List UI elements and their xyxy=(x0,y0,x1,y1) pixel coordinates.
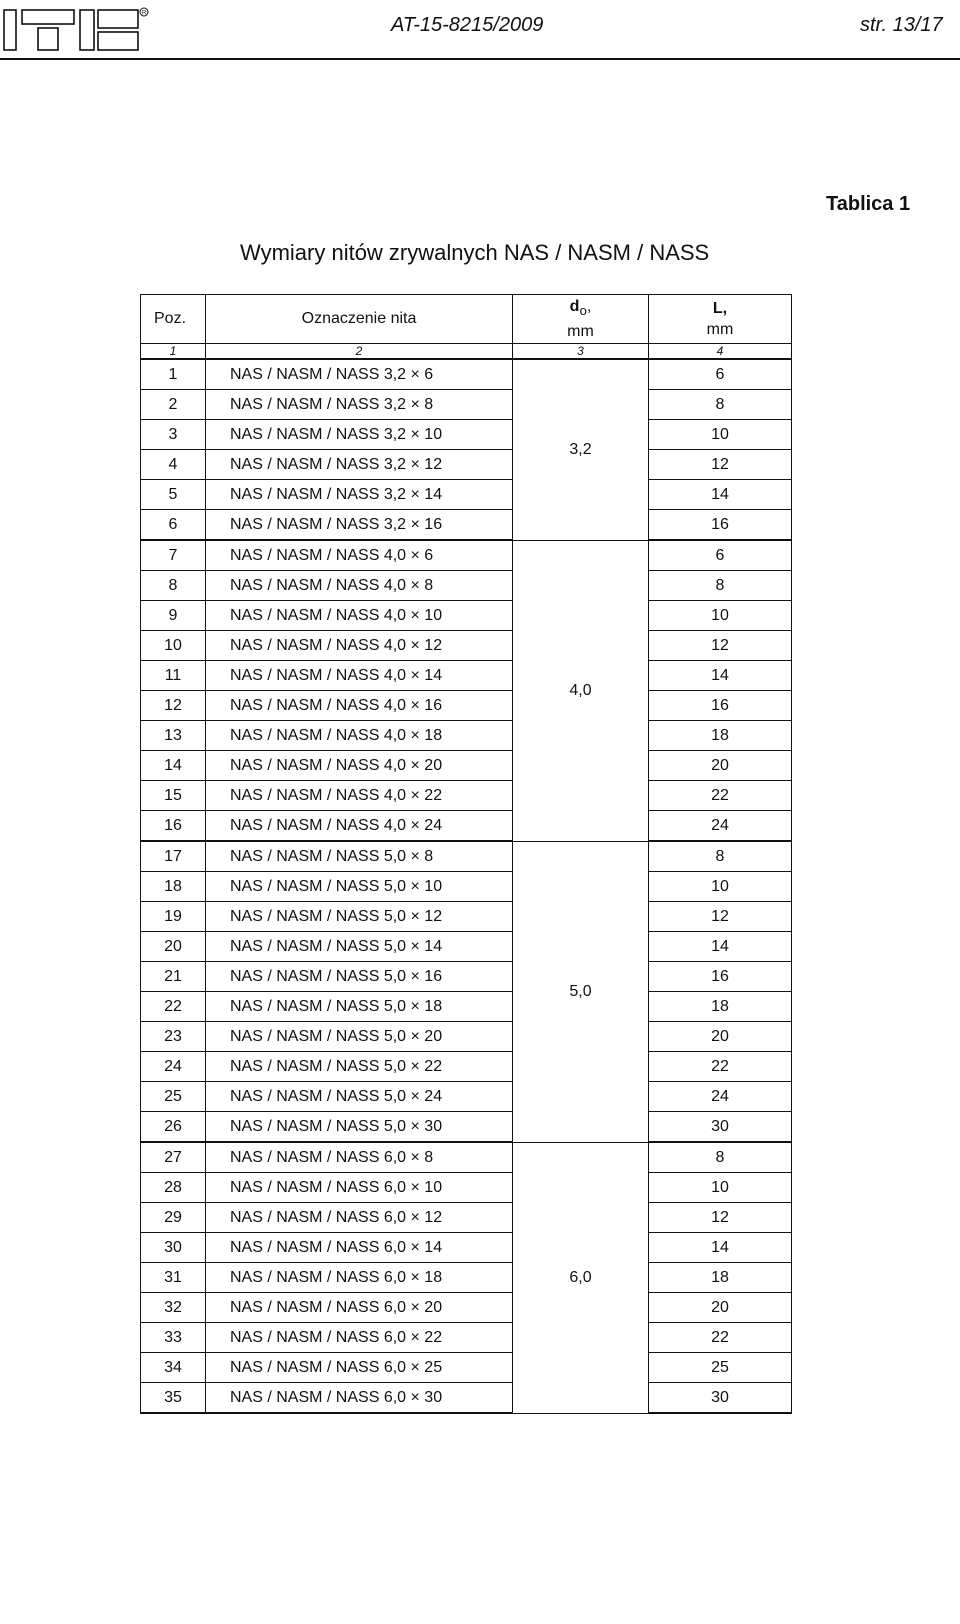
cell-position: 3 xyxy=(141,420,206,450)
cell-position: 23 xyxy=(141,1022,206,1052)
table-row xyxy=(141,420,792,450)
cell-position: 35 xyxy=(141,1383,206,1414)
table-row xyxy=(141,390,792,420)
cell-diameter: 6,0 xyxy=(513,1142,649,1413)
cell-position: 30 xyxy=(141,1233,206,1263)
cell-length: 12 xyxy=(649,631,792,661)
table-row xyxy=(141,1293,792,1323)
cell-designation: NAS / NASM / NASS 3,2 × 12 xyxy=(206,450,513,480)
column-number: 2 xyxy=(206,344,513,360)
cell-position: 16 xyxy=(141,811,206,842)
cell-length: 12 xyxy=(649,902,792,932)
cell-designation: NAS / NASM / NASS 5,0 × 12 xyxy=(206,902,513,932)
cell-length: 20 xyxy=(649,1022,792,1052)
header-length-unit: mm xyxy=(706,321,734,338)
cell-designation: NAS / NASM / NASS 3,2 × 10 xyxy=(206,420,513,450)
table-row xyxy=(141,1022,792,1052)
table-label: Tablica 1 xyxy=(826,193,911,215)
cell-position: 12 xyxy=(141,691,206,721)
cell-position: 31 xyxy=(141,1263,206,1293)
cell-length: 20 xyxy=(649,1293,792,1323)
cell-position: 26 xyxy=(141,1112,206,1143)
cell-length: 14 xyxy=(649,1233,792,1263)
table-row xyxy=(141,480,792,510)
table-row xyxy=(141,359,792,390)
table-row xyxy=(141,1173,792,1203)
table-row xyxy=(141,691,792,721)
table-header-row xyxy=(141,295,792,344)
table-body xyxy=(141,359,792,1413)
table-row xyxy=(141,811,792,842)
cell-length: 16 xyxy=(649,962,792,992)
cell-designation: NAS / NASM / NASS 5,0 × 16 xyxy=(206,962,513,992)
header-diameter-subscript: o xyxy=(579,303,587,319)
cell-position: 11 xyxy=(141,661,206,691)
header-divider xyxy=(0,58,960,60)
table-row xyxy=(141,1203,792,1233)
cell-designation: NAS / NASM / NASS 6,0 × 22 xyxy=(206,1323,513,1353)
cell-position: 25 xyxy=(141,1082,206,1112)
cell-position: 22 xyxy=(141,992,206,1022)
cell-designation: NAS / NASM / NASS 4,0 × 16 xyxy=(206,691,513,721)
cell-designation: NAS / NASM / NASS 4,0 × 22 xyxy=(206,781,513,811)
header-diameter xyxy=(513,295,649,344)
cell-position: 29 xyxy=(141,1203,206,1233)
cell-diameter: 5,0 xyxy=(513,841,649,1142)
cell-designation: NAS / NASM / NASS 5,0 × 24 xyxy=(206,1082,513,1112)
table-row xyxy=(141,571,792,601)
cell-position: 33 xyxy=(141,1323,206,1353)
column-number: 1 xyxy=(141,344,206,360)
cell-designation: NAS / NASM / NASS 3,2 × 6 xyxy=(206,359,513,390)
cell-length: 10 xyxy=(649,1173,792,1203)
table-row xyxy=(141,1353,792,1383)
cell-designation: NAS / NASM / NASS 6,0 × 12 xyxy=(206,1203,513,1233)
page-header xyxy=(0,0,960,62)
cell-designation: NAS / NASM / NASS 6,0 × 8 xyxy=(206,1142,513,1173)
cell-position: 1 xyxy=(141,359,206,390)
cell-designation: NAS / NASM / NASS 5,0 × 8 xyxy=(206,841,513,872)
header-length xyxy=(649,295,792,344)
header-diameter-symbol: d xyxy=(569,297,580,315)
cell-position: 7 xyxy=(141,540,206,571)
table-row xyxy=(141,1052,792,1082)
cell-length: 24 xyxy=(649,811,792,842)
cell-designation: NAS / NASM / NASS 4,0 × 6 xyxy=(206,540,513,571)
cell-length: 12 xyxy=(649,1203,792,1233)
cell-length: 18 xyxy=(649,1263,792,1293)
cell-position: 9 xyxy=(141,601,206,631)
cell-length: 14 xyxy=(649,480,792,510)
cell-designation: NAS / NASM / NASS 5,0 × 14 xyxy=(206,932,513,962)
cell-designation: NAS / NASM / NASS 6,0 × 10 xyxy=(206,1173,513,1203)
cell-designation: NAS / NASM / NASS 3,2 × 14 xyxy=(206,480,513,510)
table-row xyxy=(141,601,792,631)
cell-length: 10 xyxy=(649,601,792,631)
header-designation: Oznaczenie nita xyxy=(206,295,513,344)
cell-position: 13 xyxy=(141,721,206,751)
cell-position: 27 xyxy=(141,1142,206,1173)
column-number: 4 xyxy=(649,344,792,360)
cell-designation: NAS / NASM / NASS 4,0 × 18 xyxy=(206,721,513,751)
table-row xyxy=(141,1082,792,1112)
table-row xyxy=(141,751,792,781)
cell-designation: NAS / NASM / NASS 6,0 × 18 xyxy=(206,1263,513,1293)
cell-designation: NAS / NASM / NASS 6,0 × 25 xyxy=(206,1353,513,1383)
cell-length: 10 xyxy=(649,872,792,902)
table-row xyxy=(141,992,792,1022)
cell-designation: NAS / NASM / NASS 5,0 × 20 xyxy=(206,1022,513,1052)
cell-designation: NAS / NASM / NASS 4,0 × 12 xyxy=(206,631,513,661)
cell-length: 8 xyxy=(649,390,792,420)
cell-length: 14 xyxy=(649,932,792,962)
cell-length: 18 xyxy=(649,721,792,751)
header-position: Poz. xyxy=(141,295,206,344)
cell-position: 17 xyxy=(141,841,206,872)
cell-length: 22 xyxy=(649,781,792,811)
cell-position: 19 xyxy=(141,902,206,932)
cell-designation: NAS / NASM / NASS 5,0 × 22 xyxy=(206,1052,513,1082)
cell-position: 20 xyxy=(141,932,206,962)
table-row xyxy=(141,1112,792,1143)
cell-length: 14 xyxy=(649,661,792,691)
cell-length: 30 xyxy=(649,1383,792,1414)
cell-position: 34 xyxy=(141,1353,206,1383)
cell-designation: NAS / NASM / NASS 4,0 × 20 xyxy=(206,751,513,781)
cell-position: 6 xyxy=(141,510,206,541)
table-row xyxy=(141,962,792,992)
cell-length: 6 xyxy=(649,359,792,390)
cell-position: 14 xyxy=(141,751,206,781)
table-row xyxy=(141,661,792,691)
cell-position: 18 xyxy=(141,872,206,902)
table-row xyxy=(141,1142,792,1173)
cell-length: 10 xyxy=(649,420,792,450)
cell-length: 8 xyxy=(649,1142,792,1173)
itb-logo xyxy=(2,6,152,52)
cell-length: 8 xyxy=(649,571,792,601)
page-title: Wymiary nitów zrywalnych NAS / NASM / NASS xyxy=(240,240,710,265)
header-diameter-comma: , xyxy=(586,297,592,315)
table-row xyxy=(141,540,792,571)
document-number: AT-15-8215/2009 xyxy=(391,14,544,36)
cell-designation: NAS / NASM / NASS 5,0 × 30 xyxy=(206,1112,513,1143)
cell-designation: NAS / NASM / NASS 4,0 × 24 xyxy=(206,811,513,842)
itb-logo-mark xyxy=(2,6,152,52)
rivet-dimensions-table xyxy=(140,294,792,1414)
cell-position: 32 xyxy=(141,1293,206,1323)
cell-length: 22 xyxy=(649,1323,792,1353)
cell-designation: NAS / NASM / NASS 4,0 × 14 xyxy=(206,661,513,691)
table-row xyxy=(141,721,792,751)
header-length-symbol: L, xyxy=(712,300,728,317)
cell-length: 24 xyxy=(649,1082,792,1112)
table-row xyxy=(141,872,792,902)
cell-designation: NAS / NASM / NASS 4,0 × 8 xyxy=(206,571,513,601)
table-row xyxy=(141,631,792,661)
svg-text:R: R xyxy=(142,10,147,17)
table-row xyxy=(141,1383,792,1414)
cell-position: 8 xyxy=(141,571,206,601)
table-row xyxy=(141,1323,792,1353)
table-row xyxy=(141,450,792,480)
cell-designation: NAS / NASM / NASS 4,0 × 10 xyxy=(206,601,513,631)
header-diameter-unit: mm xyxy=(567,323,594,341)
table-row xyxy=(141,510,792,541)
table-row xyxy=(141,902,792,932)
cell-position: 15 xyxy=(141,781,206,811)
cell-position: 4 xyxy=(141,450,206,480)
table-row xyxy=(141,1233,792,1263)
cell-position: 10 xyxy=(141,631,206,661)
cell-position: 24 xyxy=(141,1052,206,1082)
cell-diameter: 3,2 xyxy=(513,359,649,540)
column-number: 3 xyxy=(513,344,649,360)
cell-length: 8 xyxy=(649,841,792,872)
cell-length: 12 xyxy=(649,450,792,480)
cell-length: 20 xyxy=(649,751,792,781)
cell-position: 2 xyxy=(141,390,206,420)
cell-designation: NAS / NASM / NASS 5,0 × 18 xyxy=(206,992,513,1022)
cell-designation: NAS / NASM / NASS 5,0 × 10 xyxy=(206,872,513,902)
cell-designation: NAS / NASM / NASS 6,0 × 14 xyxy=(206,1233,513,1263)
cell-diameter: 4,0 xyxy=(513,540,649,841)
page-number: str. 13/17 xyxy=(860,14,943,36)
cell-position: 21 xyxy=(141,962,206,992)
cell-length: 18 xyxy=(649,992,792,1022)
table-row xyxy=(141,781,792,811)
cell-designation: NAS / NASM / NASS 6,0 × 30 xyxy=(206,1383,513,1414)
table-row xyxy=(141,841,792,872)
cell-position: 5 xyxy=(141,480,206,510)
column-number-row xyxy=(141,344,792,360)
cell-length: 30 xyxy=(649,1112,792,1143)
cell-designation: NAS / NASM / NASS 3,2 × 16 xyxy=(206,510,513,541)
table-row xyxy=(141,932,792,962)
table-row xyxy=(141,1263,792,1293)
cell-length: 16 xyxy=(649,510,792,541)
cell-length: 25 xyxy=(649,1353,792,1383)
cell-length: 16 xyxy=(649,691,792,721)
cell-position: 28 xyxy=(141,1173,206,1203)
cell-designation: NAS / NASM / NASS 3,2 × 8 xyxy=(206,390,513,420)
cell-designation: NAS / NASM / NASS 6,0 × 20 xyxy=(206,1293,513,1323)
cell-length: 22 xyxy=(649,1052,792,1082)
cell-length: 6 xyxy=(649,540,792,571)
